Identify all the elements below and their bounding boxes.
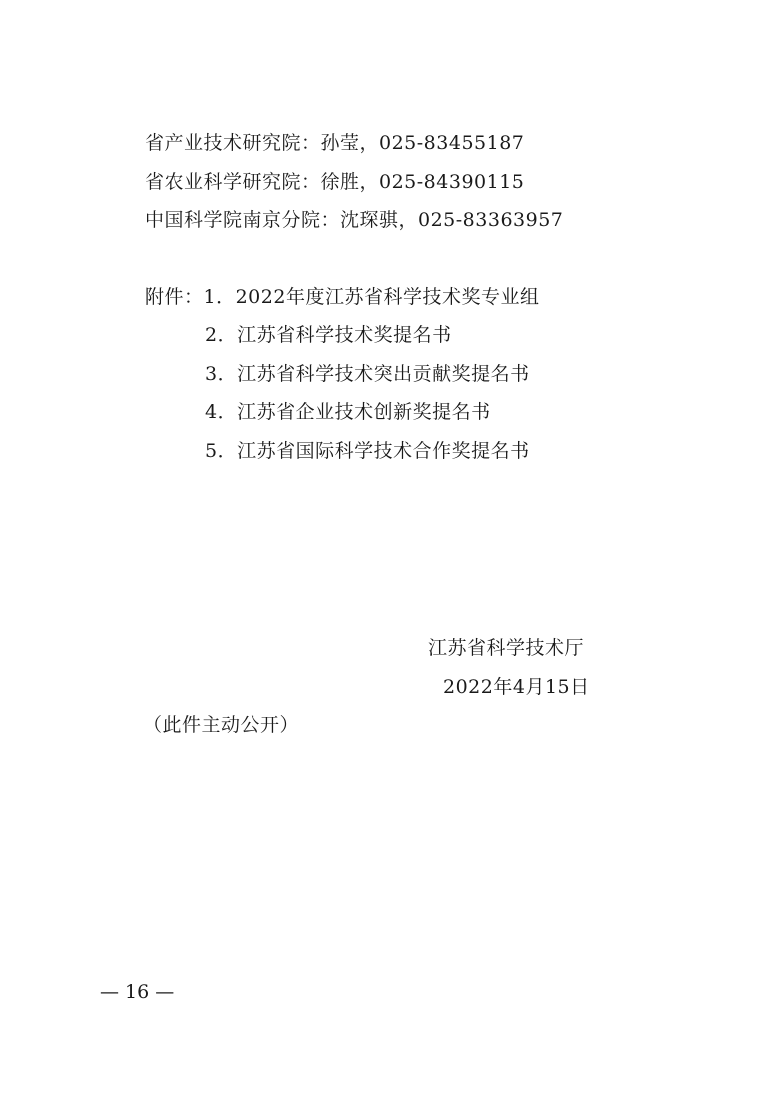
attachment-item-3: 3．江苏省科学技术突出贡献奖提名书 — [205, 363, 530, 385]
signature-date: 2022年4月15日 — [443, 676, 590, 698]
signature-organization: 江苏省科学技术厅 — [428, 637, 585, 659]
contact-line-agricultural-academy: 省农业科学研究院：徐胜，025-84390115 — [145, 171, 525, 193]
attachment-heading: 附件：1．2022年度江苏省科学技术奖专业组 — [145, 286, 540, 308]
disclosure-note: （此件主动公开） — [143, 714, 300, 736]
attachment-item-4: 4．江苏省企业技术创新奖提名书 — [205, 401, 491, 423]
contact-line-industrial-tech-institute: 省产业技术研究院：孙莹，025-83455187 — [145, 132, 525, 154]
attachment-item-2: 2．江苏省科学技术奖提名书 — [205, 324, 452, 346]
page-number: — 16 — — [100, 981, 175, 1003]
contact-line-cas-nanjing-branch: 中国科学院南京分院：沈琛骐，025-83363957 — [145, 209, 564, 231]
attachment-item-5: 5．江苏省国际科学技术合作奖提名书 — [205, 440, 530, 462]
